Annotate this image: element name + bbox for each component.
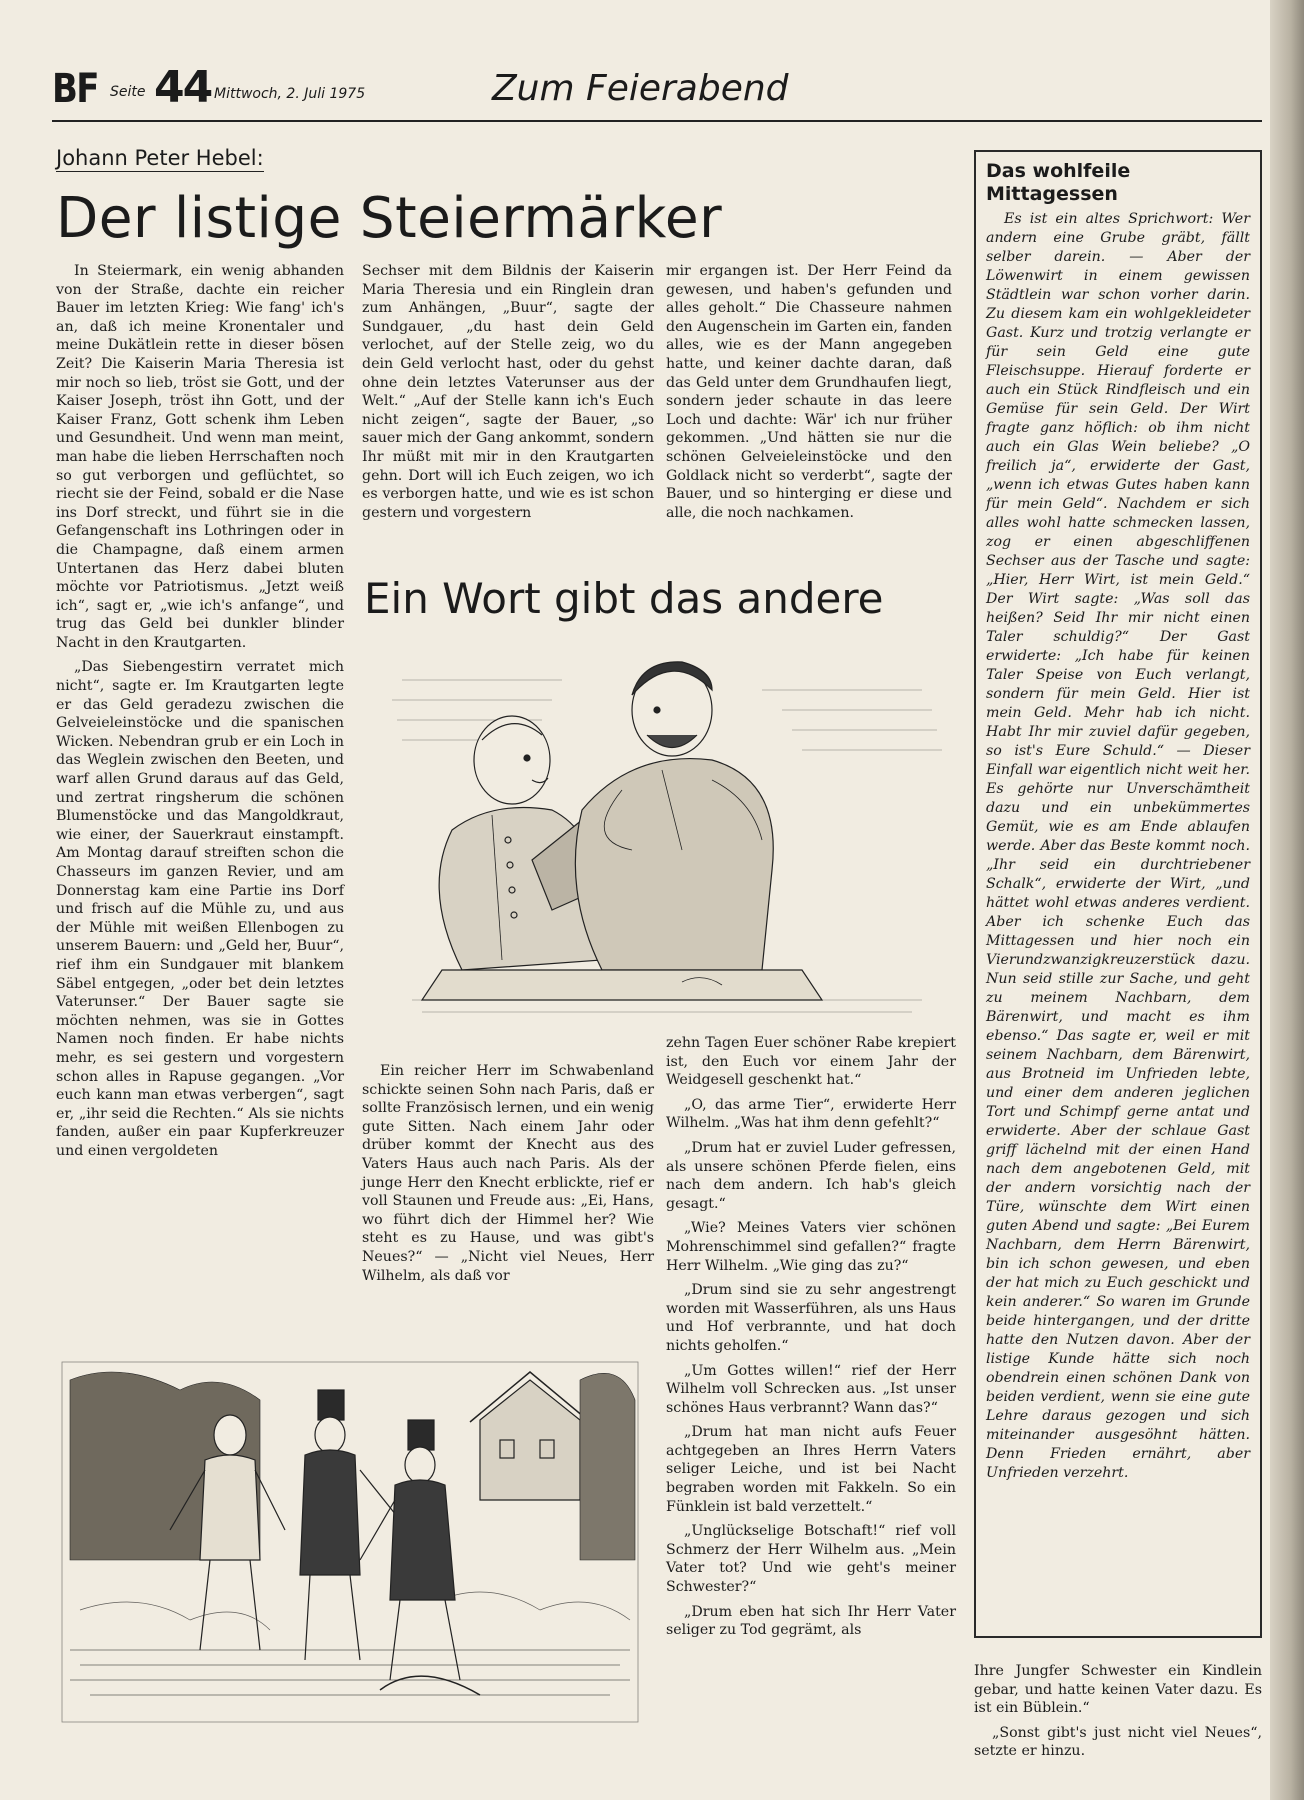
article2-column-1 bbox=[362, 1062, 654, 1322]
article1-column-2 bbox=[362, 262, 654, 562]
paragraph: „Drum hat man nicht aufs Feuer achtgegeben an Ihres Herrn Vaters seliger Leiche, und ist bei Nacht begraben worden mit Fakkeln. So ein Fünklein ist bald verzettelt.“ bbox=[666, 1424, 956, 1515]
sidebar-text: Es ist ein altes Sprichwort: Wer andern eine Grube gräbt, fällt selber darein. — Aber der Löwenwirt in einem gewissen Städtlein war schon vorher darin. Zu diesem kam ein wohlgekleideter Gast. Kurz und trotzig verlangte er für sein Geld eine gute Fleischsuppe. Hierauf forderte er auch ein Stück Rindfleisch und ein Gemüse für sein Geld. Der Wirt fragte ganz höflich: ob ihm nicht auch ein Glas Wein beliebe? „O freilich ja“, erwiderte der Gast, „wenn ich etwas Gutes haben kann für mein Geld“. Nachdem er sich alles wohl hatte schmecken lassen, zog er einen abgeschliffenen Sechser aus der Tasche und sagte: „Hier, Herr Wirt, ist mein Geld.“ Der Wirt sagte: „Was soll das heißen? Seid Ihr mir nicht einen Taler schuldig?“ Der Gast erwiderte: „Ich habe für keinen Taler Speise von Euch verlangt, sondern für mein Geld. Hier ist mein Geld. Mehr hab ich nicht. Habt Ihr mir zuviel dafür gegeben, so ist's Eure Schuld.“ — Dieser Einfall war eigentlich nicht weit her. Es gehörte nur Unverschämtheit dazu und ein unbekümmertes Gemüt, wie es am Ende ablaufen werde. Aber das Beste kommt noch. „Ihr seid ein durchtriebener Schalk“, erwiderte der Wirt, „und hättet wohl etwas anderes verdient. Aber ich schenke Euch das Mittagessen und hier noch ein Vierundzwanzigkreuzerstück dazu. Nun seid stille zur Sache, und geht zu meinem Nachbarn, dem Bärenwirt, und macht es ihm ebenso.“ Das sagte er, weil er mit seinem Nachbarn, dem Bärenwirt, aus Brotneid im Unfrieden lebte, und einer dem anderen jeglichen Tort und Schimpf gerne antat und erwiderte. Aber der schlaue Gast griff lächelnd mit der einen Hand nach dem angebotenen Geld, mit der andern vorsichtig nach der Türe, wünschte dem Wirt einen guten Abend und sagte: „Bei Eurem Nachbarn, dem Herrn Bärenwirt, bin ich schon gewesen, und eben der hat mich zu Euch geschickt und kein anderer.“ So waren im Grunde beide hintergangen, und der dritte hatte den Nutzen davon. Aber der listige Kunde hätte sich noch obendrein einen schönen Dank von beiden verdient, wenn sie eine gute Lehre daraus gezogen und sich miteinander ausgesöhnt hätten. Denn Frieden ernährt, aber Unfrieden verzehrt. bbox=[986, 211, 1250, 1481]
masthead-rule bbox=[52, 120, 1262, 122]
article2-headline: Ein Wort gibt das andere bbox=[364, 574, 884, 623]
article1-column-3 bbox=[666, 262, 952, 562]
newspaper-logo: BF bbox=[52, 66, 98, 112]
paragraph: In Steiermark, ein wenig abhanden von der Straße, dachte ein reicher Bauer im letzten Krieg: Wie fang' ich's an, daß ich meine Kronentaler und meine Dukätlein rette in dieser bösen Zeit? Die Kaiserin Maria Theresia ist mir noch so lieb, tröst sie Gott, und der Kaiser Joseph, tröst ihn Gott, und der Kaiser Franz, Gott schenk ihm Leben und Gesundheit. Und wenn man meint, man habe die lieben Herrschaften noch so gut verborgen und geflüchtet, so riecht sie der Feind, sobald er die Nase ins Dorf streckt, und führt sie in die Gefangenschaft ins Lothringen oder in die Champagne, daß einem armen Untertanen das Herz dabei bluten möchte vor Patriotismus. „Jetzt weiß ich“, sagt er, „wie ich's anfange“, und trug das Geld bei dunkler blinder Nacht in den Krautgarten. bbox=[56, 263, 344, 651]
paragraph: mir ergangen ist. Der Herr Feind da gewesen, und haben's gefunden und alles geholt.“ Die Chasseure nahmen den Augenschein im Garten ein, fanden alles, wie es der Mann angegeben hatte, und keiner dachte daran, daß das Geld unter dem Grundhaufen liegt, sondern jeder schaute in das leere Loch und dachte: Wär' ich nur früher gekommen. „Und hätten sie nur die schönen Gelveieleinstöcke und den Goldlack nicht so verderbt“, sagte der Bauer, und so hinterging er diese und alle, die noch nachkamen. bbox=[666, 263, 952, 521]
illustration-two-men bbox=[382, 640, 954, 1034]
engraving-soldiers-image bbox=[60, 1360, 640, 1724]
paragraph: „Wie? Meines Vaters vier schönen Mohrenschimmel sind gefallen?“ fragte Herr Wilhelm. „Wie ging das zu?“ bbox=[666, 1220, 956, 1274]
sidebar-title: Das wohlfeile Mittagessen bbox=[986, 160, 1131, 205]
paragraph: „Drum hat er zuviel Luder gefressen, als unsere schönen Pferde fielen, eins nach dem andern. Ich hab's gleich gesagt.“ bbox=[666, 1139, 956, 1212]
masthead bbox=[52, 62, 1262, 118]
engraving-conversation-image bbox=[382, 640, 954, 1034]
section-title: Zum Feierabend bbox=[492, 68, 789, 109]
paragraph: „O, das arme Tier“, erwiderte Herr Wilhelm. „Was hat ihm denn gefehlt?“ bbox=[666, 1096, 956, 1132]
paragraph: Sechser mit dem Bildnis der Kaiserin Maria Theresia und ein Ringlein dran zum Anhängen, „Buur“, sagte der Sundgauer, „du hast dein Geld verlochet, auf der Stelle zeig, wo du dein Geld verlocht hast, oder du gehst ohne dein letztes Vaterunser aus der Welt.“ „Auf der Stelle kann ich's Euch nicht zeigen“, sagte der Bauer, „so sauer mich der Gang ankommt, sondern Ihr müßt mit mir in den Krautgarten gehn. Dort will ich Euch zeigen, wo ich es verborgen hatte, und wie es ist schon gestern und vorgestern bbox=[362, 263, 654, 521]
sidebar-box bbox=[974, 150, 1262, 1638]
paragraph: „Unglückselige Botschaft!“ rief voll Schmerz der Herr Wilhelm aus. „Mein Vater tot? Und wie geht's meiner Schwester?“ bbox=[666, 1523, 956, 1596]
paragraph: Ihre Jungfer Schwester ein Kindlein gebar, und hatte keinen Vater dazu. Es ist ein Büblein.“ bbox=[974, 1663, 1262, 1717]
paragraph: „Drum eben hat sich Ihr Herr Vater seliger zu Tod gegrämt, als bbox=[666, 1603, 956, 1639]
paragraph: „Sonst gibt's just nicht viel Neues“, setzte er hinzu. bbox=[974, 1724, 1262, 1760]
page-number: 44 bbox=[154, 62, 212, 113]
page-edge-shadow bbox=[1270, 0, 1304, 1800]
article1-column-1 bbox=[56, 262, 344, 1272]
page-label: Seite bbox=[110, 84, 146, 100]
paragraph: „Um Gottes willen!“ rief der Herr Wilhelm voll Schrecken aus. „Ist unser schönes Haus verbrannt? Wann das?“ bbox=[666, 1362, 956, 1416]
issue-date: Mittwoch, 2. Juli 1975 bbox=[214, 86, 366, 102]
article2-continuation bbox=[974, 1662, 1262, 1760]
paragraph: „Das Siebengestirn verratet mich nicht“, sagte er. Im Krautgarten legte er das Geld geradezu zwischen die Gelveieleinstöcke und die spanischen Wicken. Nebendran grub er ein Loch in das Weglein zwischen den Beeten, und warf allen Grund daraus auf das Geld, und zertrat ringsherum die schönen Blumenstöcke und das Mangoldkraut, wie einer, der Sauerkraut einstampft. Am Montag darauf streiften schon die Chasseurs im ganzen Revier, und am Donnerstag kam eine Partie ins Dorf und frisch auf die Mühle zu, und aus der Mühle mit weißen Ellenbogen zu unserem Bauern: und „Geld her, Buur“, rief ihm ein Sundgauer mit blankem Säbel entgegen, „oder bet dein letztes Vaterunser.“ Der Bauer sagte sie möchten nehmen, was sie in Gottes Namen noch finden. Er habe nichts mehr, es sei gestern und vorgestern schon alles in Rapuse gegangen. „Vor euch kann man etwas verbergen“, sagt er, „ihr seid die Rechten.“ Als sie nichts fanden, außer ein paar Kupferkreuzer und einen vergoldeten bbox=[56, 659, 344, 1159]
article-headline: Der listige Steiermärker bbox=[56, 186, 723, 251]
article2-column-2 bbox=[666, 1034, 956, 1724]
paragraph: zehn Tagen Euer schöner Rabe krepiert ist, den Euch vor einem Jahr der Weidgesell geschenkt hat.“ bbox=[666, 1035, 956, 1089]
paragraph: „Drum sind sie zu sehr angestrengt worden mit Wasserführen, als uns Haus und Hof verbrannte, und hat doch nichts geholfen.“ bbox=[666, 1282, 956, 1354]
illustration-soldiers bbox=[60, 1360, 640, 1724]
article-author: Johann Peter Hebel: bbox=[56, 146, 264, 170]
paragraph: Ein reicher Herr im Schwabenland schickte seinen Sohn nach Paris, daß er sollte Französisch lernen, und ein wenig gute Sitten. Nach einem Jahr oder drüber kommt der Knecht aus des Vaters Haus auch nach Paris. Als der junge Herr den Knecht erblickte, rief er voll Staunen und Freude aus: „Ei, Hans, wo führt dich der Himmel her? Wie steht es zu Hause, und was gibt's Neues?“ — „Nicht viel Neues, Herr Wilhelm, als daß vor bbox=[362, 1063, 654, 1284]
